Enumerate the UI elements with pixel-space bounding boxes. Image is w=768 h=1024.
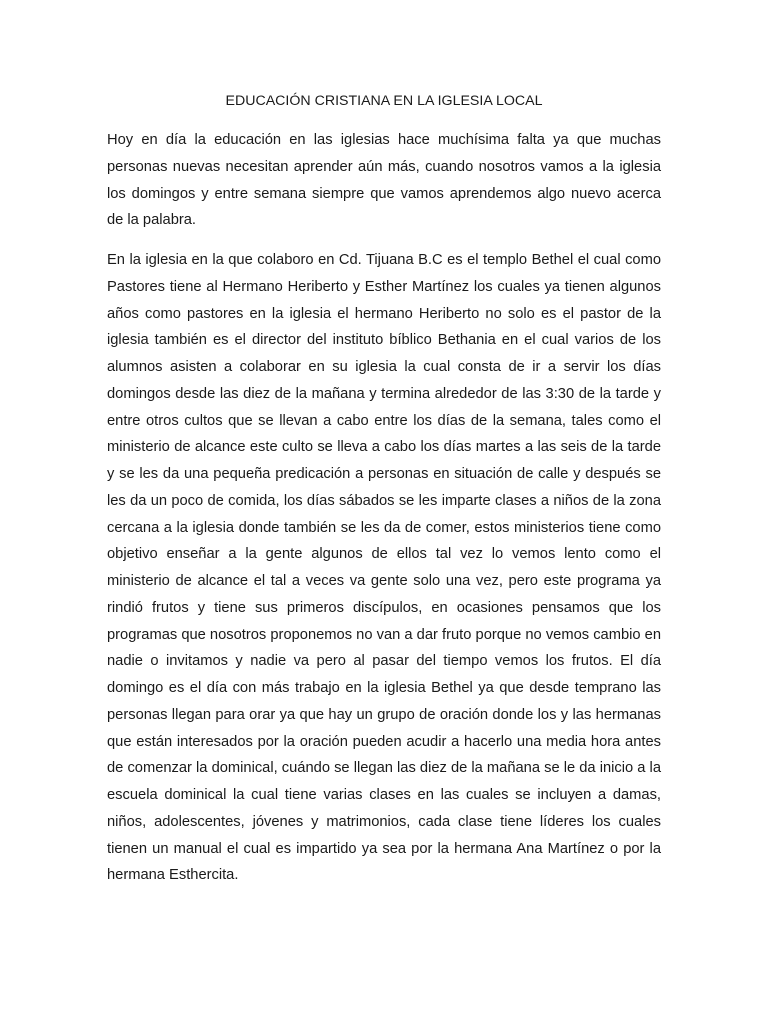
document-body bbox=[107, 127, 661, 889]
paragraph-church-description: En la iglesia en la que colaboro en Cd. Tijuana B.C es el templo Bethel el cual como Pastores tiene al Hermano Heriberto y Esther Martínez los cuales ya tienen algunos años como pastores en la iglesia el hermano Heriberto no solo es el pastor de la iglesia también es el director del instituto bíblico Bethania en el cual varios de los alumnos asisten a colaborar en su iglesia la cual consta de ir a servir los días domingos desde las diez de la mañana y termina alrededor de las 3:30 de la tarde y entre otros cultos que se llevan a cabo entre los días de la semana, tales como el ministerio de alcance este culto se lleva a cabo los días martes a las seis de la tarde y se les da una pequeña predicación a personas en situación de calle y después se les da un poco de comida, los días sábados se les imparte clases a niños de la zona cercana a la iglesia donde también se les da de comer, estos ministerios tiene como objetivo enseñar a la gente algunos de ellos tal vez lo vemos lento como el ministerio de alcance el tal a veces va gente solo una vez, pero este programa ya rindió frutos y tiene sus primeros discípulos, en ocasiones pensamos que los programas que nosotros proponemos no van a dar fruto porque no vemos cambio en nadie o invitamos y nadie va pero al pasar del tiempo vemos los frutos. El día domingo es el día con más trabajo en la iglesia Bethel ya que desde temprano las personas llegan para orar ya que hay un grupo de oración donde los y las hermanas que están interesados por la oración pueden acudir a hacerlo una media hora antes de comenzar la dominical, cuándo se llegan las diez de la mañana se le da inicio a la escuela dominical la cual tiene varias clases en las cuales se incluyen a damas, niños, adolescentes, jóvenes y matrimonios, cada clase tiene líderes los cuales tienen un manual el cual es impartido ya sea por la hermana Ana Martínez o por la hermana Esthercita. bbox=[107, 252, 661, 884]
paragraph-intro: Hoy en día la educación en las iglesias hace muchísima falta ya que muchas personas nuevas necesitan aprender aún más, cuando nosotros vamos a la iglesia los domingos y entre semana siempre que vamos aprendemos algo nuevo acerca de la palabra. bbox=[107, 132, 661, 229]
document-title: EDUCACIÓN CRISTIANA EN LA IGLESIA LOCAL bbox=[225, 93, 543, 109]
